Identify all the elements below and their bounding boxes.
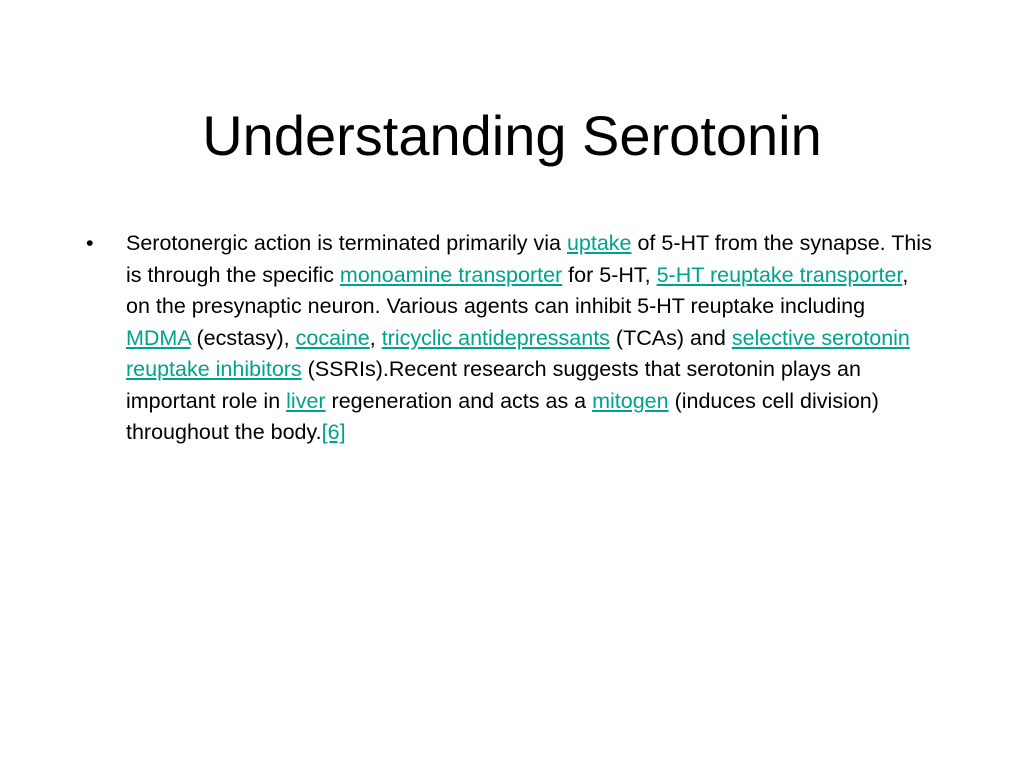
link-tricyclic-antidepressants[interactable]: tricyclic antidepressants <box>381 325 610 350</box>
text-segment: of 5-HT from the synapse. This is through the specific <box>126 231 932 287</box>
text-segment: , on the presynaptic neuron. Various agents can inhibit 5-HT reuptake including <box>126 262 909 318</box>
text-segment: for 5-HT, <box>562 262 657 287</box>
text-segment: (ecstasy), <box>190 325 296 350</box>
bullet-item <box>82 228 932 449</box>
bullet-list <box>82 228 932 449</box>
text-segment: (TCAs) and <box>609 325 732 350</box>
link-monoamine-transporter[interactable]: monoamine transporter <box>339 262 563 287</box>
link-mitogen[interactable]: mitogen <box>592 388 669 413</box>
link-cocaine[interactable]: cocaine <box>295 325 370 350</box>
text-segment: (induces cell division) throughout the body. <box>126 388 879 444</box>
text-segment: Serotonergic action is terminated primarily via <box>126 231 567 255</box>
link-mdma[interactable]: MDMA <box>126 325 191 350</box>
bullet-mark: • <box>86 231 94 255</box>
slide-title: Understanding Serotonin <box>202 104 822 167</box>
link-ssri[interactable]: selective serotonin reuptake inhibitors <box>126 325 910 381</box>
text-segment: regeneration and acts as a <box>325 388 593 413</box>
bullet-text <box>126 231 932 444</box>
link-uptake[interactable]: uptake <box>566 231 632 255</box>
link-liver[interactable]: liver <box>286 388 326 413</box>
link-citation-6[interactable]: [6] <box>321 420 346 444</box>
link-5ht-reuptake-transporter[interactable]: 5-HT reuptake transporter <box>656 262 903 287</box>
text-segment: , <box>369 325 382 350</box>
text-segment: (SSRIs).Recent research suggests that serotonin plays an important role in <box>126 357 861 413</box>
